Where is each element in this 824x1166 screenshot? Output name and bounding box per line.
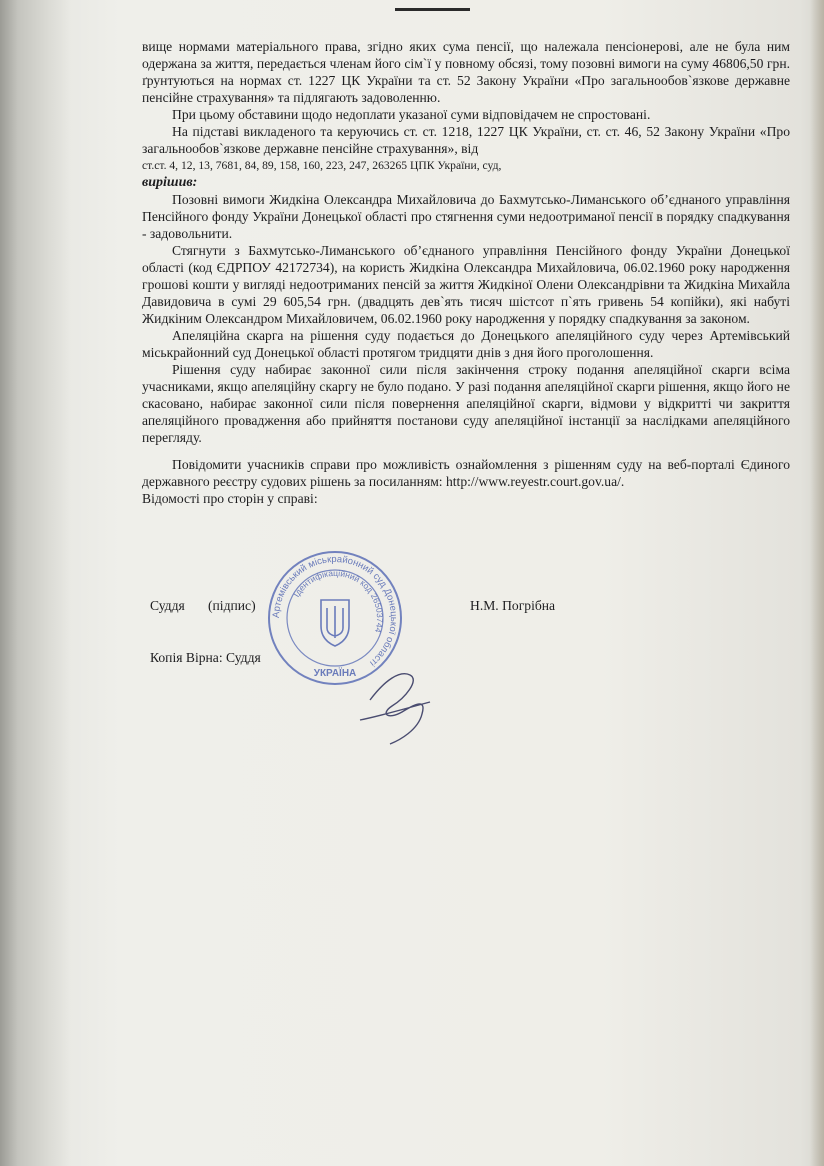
- document-body: [142, 38, 790, 507]
- copy-certified-label: Копія Вірна: Суддя: [150, 650, 261, 665]
- binding-shadow: [0, 0, 70, 1166]
- top-mark: [395, 8, 470, 11]
- seal-bottom-text: УКРАЇНА: [313, 668, 357, 679]
- paragraph-3: На підставі викладеного та керуючись ст. ст. 1218, 1227 ЦК України, ст. ст. 46, 52 Закону України «Про загальнообов`язкове державне пенсійне страхування», від: [142, 124, 790, 156]
- handwritten-signature: [330, 640, 470, 750]
- page-edge: [810, 0, 824, 1166]
- seal-id-text: Ідентифікаційний код 26503744: [291, 567, 386, 634]
- paragraph-1: вище нормами матеріального права, згідно яких сума пенсії, що належала пенсіонерові, але не була ним одержана за життя, передається членам його сім`ї у повному обсязі, тому позовні вимоги на суму 46806,50 грн. ґрунтуються на нормах ст. 1227 ЦК України та ст. 52 Закону України «Про загальнообов`язкове державне пенсійне страхування» та підлягають задоволенню.: [142, 39, 790, 105]
- judge-label: Суддя: [150, 598, 185, 613]
- paragraph-5: Стягнути з Бахмутсько-Лиманського об’єднаного управління Пенсійного фонду України Донецької області (код ЄДРПОУ 42172734), на користь Жидкіна Олександра Михайловича, 06.02.1960 року народження грошові кошти у вигляді недоотриманих пенсій за життя Жидкіної Олени Олександрівни та Жидкіна Михайла Давидовича в сумі 29 605,54 грн. (двадцять дев`ять тисяч шістсот п`ять гривень 54 копійки), які набуті Жидкіним Олександром Михайловичем, 06.02.1960 року народження у порядку спадкування за законом.: [142, 243, 790, 326]
- paragraph-7: Рішення суду набирає законної сили після закінчення строку подання апеляційної скарги всіма учасниками, якщо апеляційну скаргу не було подано. У разі подання апеляційної скарги рішення, якщо його не скасовано, набирає законної сили після повернення апеляційної скарги, відмови у відкритті чи закриття апеляційного провадження або прийняття постанови суду апеляційної інстанції за наслідками апеляційного перегляду.: [142, 362, 790, 445]
- judge-name: Н.М. Погрібна: [470, 598, 556, 613]
- paragraph-9: Відомості про сторін у справі:: [142, 491, 318, 506]
- seal-ring-text: Артемівський міськрайонний суд Донецької області: [270, 553, 400, 669]
- decision-heading: вирішив:: [142, 175, 198, 190]
- signed-mark: (підпис): [208, 598, 256, 613]
- paragraph-3-articles: ст.ст. 4, 12, 13, 7681, 84, 89, 158, 160, 223, 247, 263265 ЦПК України, суд,: [142, 159, 502, 172]
- paragraph-6: Апеляційна скарга на рішення суду подається до Донецького апеляційного суду через Артемівський міськрайонний суд Донецької області протягом тридцяти днів з дня його проголошення.: [142, 328, 790, 360]
- paragraph-4: Позовні вимоги Жидкіна Олександра Михайловича до Бахмутсько-Лиманського об’єднаного управління Пенсійного фонду України Донецької області про стягнення суми недоотриманої пенсії в порядку спадкування - задовольнити.: [142, 192, 790, 241]
- paragraph-8: Повідомити учасників справи про можливість ознайомлення з рішенням суду на веб-порталі Єдиного державного реєстру судових рішень за посиланням: http://www.reyestr.court.gov.ua/.: [142, 457, 790, 489]
- paragraph-2: При цьому обставини щодо недоплати указаної суми відповідачем не спростовані.: [172, 107, 651, 122]
